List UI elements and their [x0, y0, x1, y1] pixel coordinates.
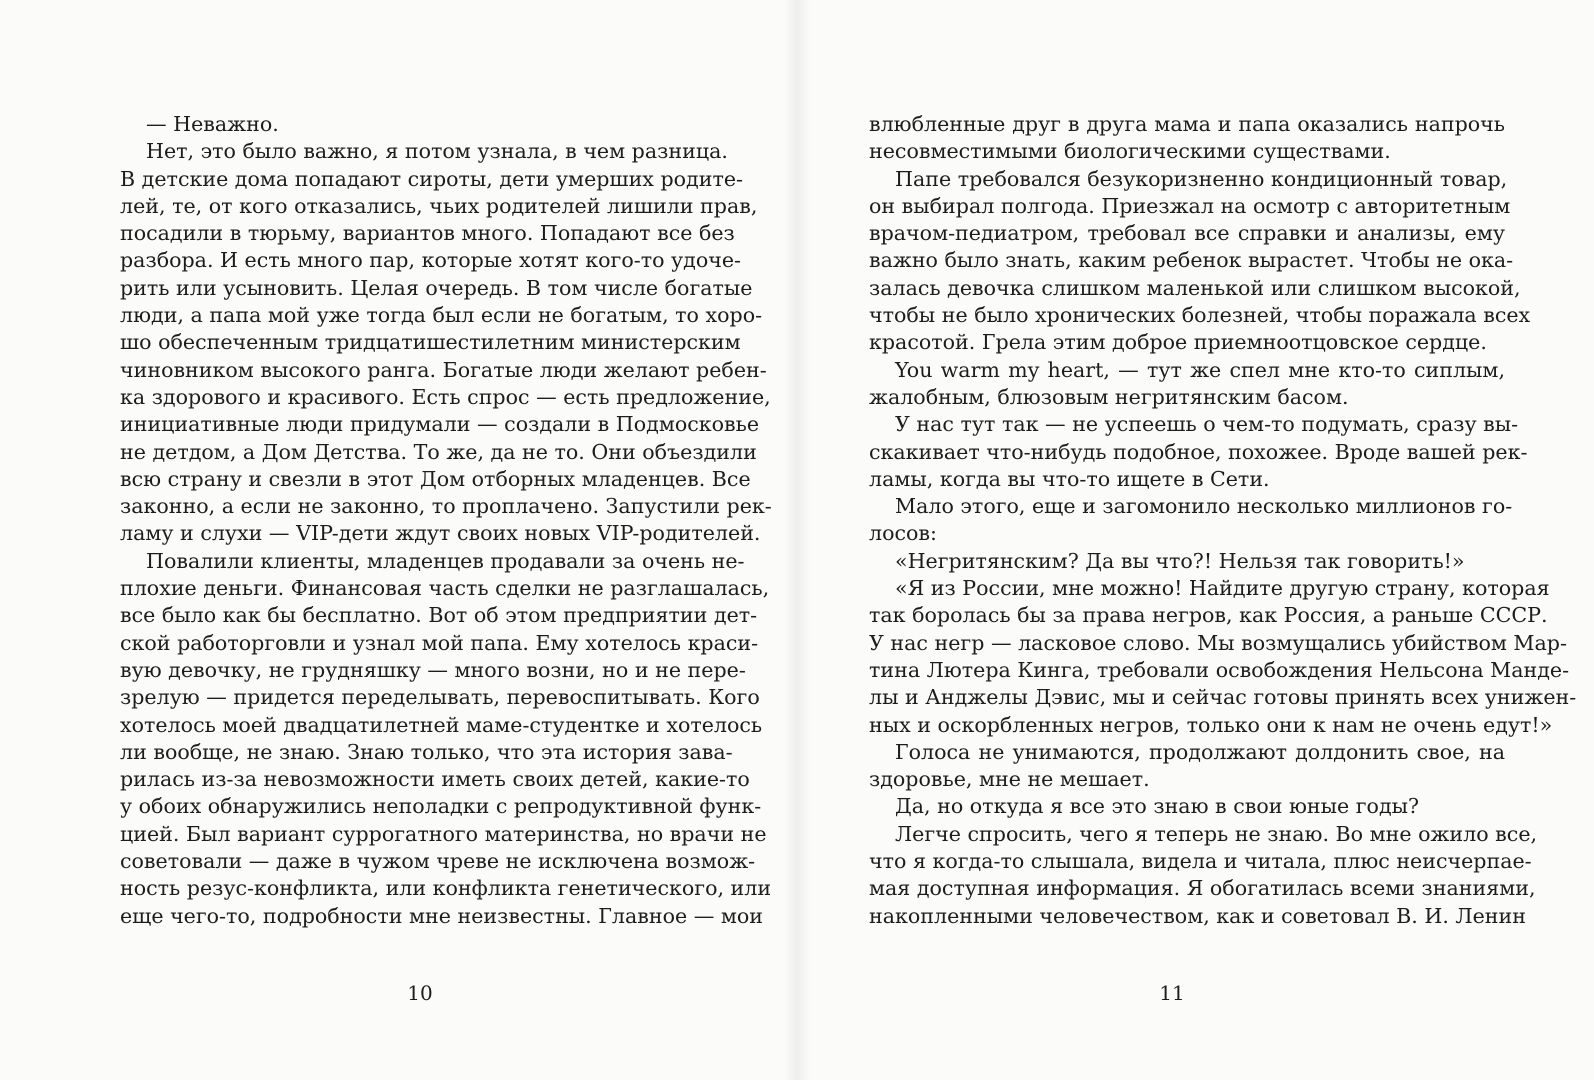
text-line: Легче спросить, чего я теперь не знаю. Во мне ожило все, [895, 821, 1538, 846]
text-line: зрелую — придется переделывать, перевоспитывать. Кого [120, 685, 760, 710]
page-number-left: 10 [407, 981, 433, 1005]
text-line: он выбирал полгода. Приезжал на осмотр с авторитетным [869, 193, 1511, 218]
text-line: Повалили клиенты, младенцев продавали за очень не- [146, 548, 745, 573]
text-line: законно, а если не законно, то проплачено. Запустили рек- [120, 494, 772, 519]
text-line: чиновником высокого ранга. Богатые люди желают ребен- [120, 357, 767, 382]
text-line: разбора. И есть много пар, которые хотят кого-то удоче- [120, 248, 741, 273]
text-line: здоровье, мне не мешает. [869, 767, 1150, 792]
text-line: ской работорговли и узнал мой папа. Ему хотелось краси- [120, 630, 759, 655]
text-line: инициативные люди придумали — создали в Подмосковье [120, 412, 760, 437]
text-line: несовместимыми биологическими существами. [869, 139, 1391, 164]
text-line: еще чего-то, подробности мне неизвестны. Главное — мои [120, 903, 764, 928]
text-line: советовали — даже в чужом чреве не исключена возмож- [120, 849, 756, 874]
text-line: красотой. Грела этим доброе приемноотцовское сердце. [869, 330, 1487, 355]
text-line: Папе требовался безукоризненно кондиционный товар, [895, 166, 1508, 191]
text-line: Мало этого, еще и загомонило несколько миллионов го- [895, 494, 1513, 519]
text-line: накопленными человечеством, как и советовал В. И. Ленин [869, 903, 1526, 928]
text-line: ка здорового и красивого. Есть спрос — есть предложение, [120, 384, 771, 409]
text-line: Нет, это было важно, я потом узнала, в чем разница. [146, 139, 728, 164]
text-line: шо обеспеченным тридцатишестилетним министерским [120, 330, 741, 355]
text-line: мая доступная информация. Я обогатилась всеми знаниями, [869, 876, 1536, 901]
left-page-text [120, 111, 772, 930]
page-number-right: 11 [1159, 981, 1185, 1005]
text-line: так боролась бы за права негров, как Россия, а раньше СССР. [869, 603, 1548, 628]
text-line: врачом-педиатром, требовал все справки и анализы, ему [869, 221, 1505, 246]
text-line: Да, но откуда я все это знаю в свои юные годы? [895, 794, 1420, 819]
text-line: ламу и слухи — VIP-дети ждут своих новых VIP-родителей. [120, 521, 761, 546]
text-line: жалобным, блюзовым негритянским басом. [869, 384, 1349, 409]
text-line: У нас тут так — не успеешь о чем-то подумать, сразу вы- [895, 412, 1519, 437]
text-line: You warm my heart, — тут же спел мне кто-то сиплым, [895, 357, 1505, 382]
text-line: влюбленные друг в друга мама и папа оказались напрочь [869, 112, 1505, 136]
text-line: рить или усыновить. Целая очередь. В том числе богатые [120, 275, 753, 300]
text-line: у обоих обнаружились неполадки с репродуктивной функ- [120, 794, 762, 819]
text-line: рилась из-за невозможности иметь своих детей, какие-то [120, 767, 750, 792]
text-line: вую девочку, не грудняшку — много возни, но и не пере- [120, 657, 746, 682]
text-line: важно было знать, каким ребенок вырастет. Чтобы не ока- [869, 248, 1514, 273]
text-line: посадили в тюрьму, вариантов много. Попадают все без [120, 221, 735, 246]
text-line: лосов: [869, 521, 937, 546]
text-line: ламы, когда вы что-то ищете в Сети. [869, 466, 1270, 491]
right-page [797, 0, 1594, 1080]
text-line: «Я из России, мне можно! Найдите другую страну, которая [895, 576, 1550, 601]
text-line: что я когда-то слышала, видела и читала, плюс неисчерпае- [869, 849, 1532, 874]
text-line: — Неважно. [146, 112, 279, 136]
right-page-text [869, 111, 1577, 930]
text-line: ных и оскорбленных негров, только они к нам не очень едут!» [869, 712, 1553, 737]
text-line: цией. Был вариант суррогатного материнства, но врачи не [120, 821, 767, 846]
text-line: У нас негр — ласковое слово. Мы возмущались убийством Мар- [869, 630, 1567, 655]
text-line: всю страну и свезли в этот Дом отборных младенцев. Все [120, 466, 751, 491]
text-line: ли вообще, не знаю. Знаю только, что эта история зава- [120, 739, 733, 764]
text-line: ность резус-конфликта, или конфликта генетического, или [120, 876, 772, 901]
text-line: залась девочка слишком маленькой или слишком высокой, [869, 275, 1521, 300]
text-line: люди, а папа мой уже тогда был если не богатым, то хоро- [120, 303, 763, 328]
text-line: лей, те, от кого отказались, чьих родителей лишили прав, [120, 193, 758, 218]
text-line: все было как бы бесплатно. Вот об этом предприятии дет- [120, 603, 758, 628]
text-line: «Негритянским? Да вы что?! Нельзя так говорить!» [895, 548, 1465, 573]
text-line: лы и Анджелы Дэвис, мы и сейчас готовы принять всех унижен- [869, 685, 1577, 710]
text-line: не детдом, а Дом Детства. То же, да не то. Они объездили [120, 439, 757, 464]
text-line: плохие деньги. Финансовая часть сделки не разглашалась, [120, 576, 770, 601]
text-line: Голоса не унимаются, продолжают долдонить свое, на [895, 739, 1505, 764]
text-line: В детские дома попадают сироты, дети умерших родите- [120, 166, 743, 191]
text-line: скакивает что-нибудь подобное, похожее. Вроде вашей рек- [869, 439, 1528, 464]
text-line: хотелось моей двадцатилетней маме-студентке и хотелось [120, 712, 763, 737]
text-line: тина Лютера Кинга, требовали освобождения Нельсона Манде- [869, 657, 1570, 682]
text-line: чтобы не было хронических болезней, чтобы поражала всех [869, 303, 1531, 328]
